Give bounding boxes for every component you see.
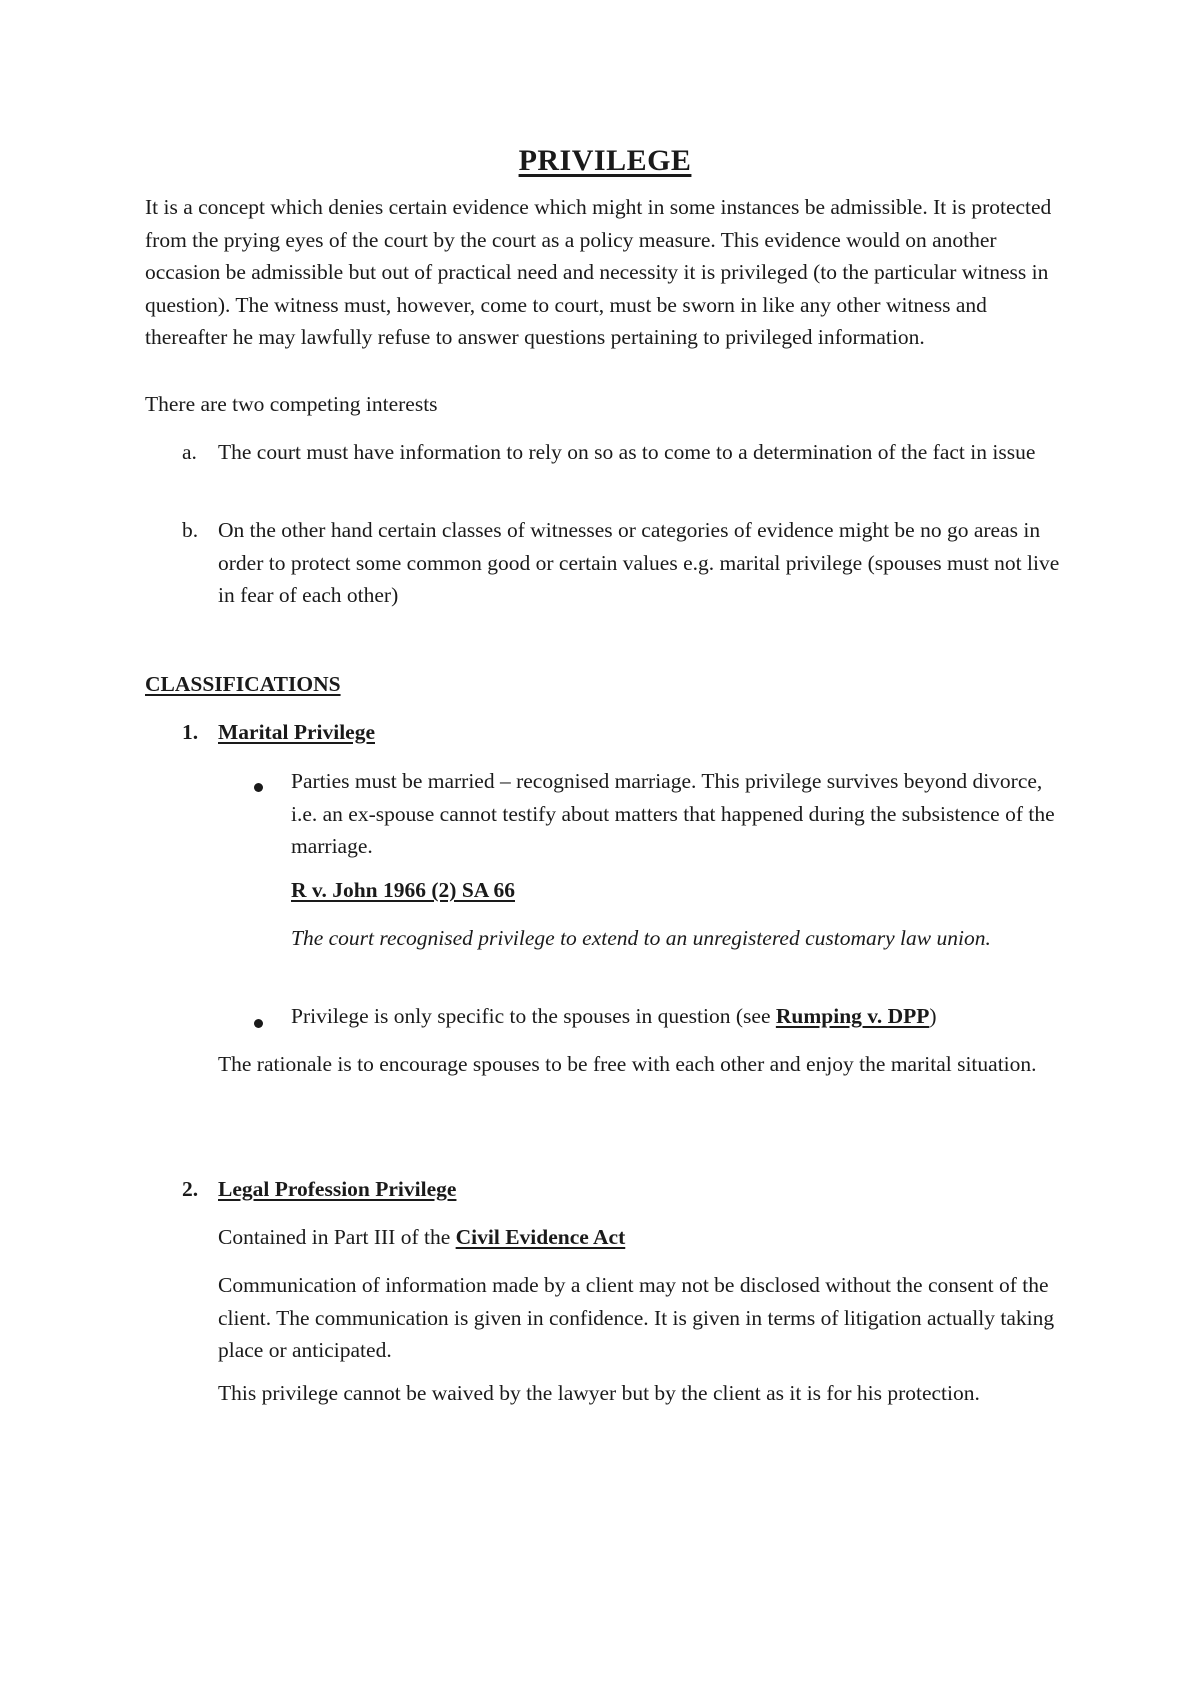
bullet-icon bbox=[254, 783, 263, 792]
bullet-icon bbox=[254, 1019, 263, 1028]
legal-paragraph-1: Communication of information made by a client may not be disclosed without the consent of the client. The communication is given in confidence. It is given in terms of litigation actually taking place or anticipated. bbox=[218, 1273, 1055, 1362]
bullet-2-prefix: Privilege is only specific to the spouses in question (see bbox=[291, 1004, 776, 1028]
marital-rationale: The rationale is to encourage spouses to be free with each other and enjoy the marital situation. bbox=[218, 1052, 1037, 1076]
rumping-case-citation: Rumping v. DPP bbox=[775, 1004, 930, 1028]
competing-interests-intro: There are two competing interests bbox=[145, 392, 438, 416]
list-item-b: On the other hand certain classes of witnesses or categories of evidence might be no go areas in order to protect some common good or certain values e.g. marital privilege (spouses must not live in fear of each other) bbox=[218, 518, 1060, 607]
legal-paragraph-2: This privilege cannot be waived by the lawyer but by the client as it is for his protection. bbox=[218, 1381, 980, 1405]
contained-prefix: Contained in Part III of the bbox=[218, 1225, 456, 1249]
bullet-2-suffix: ) bbox=[929, 1004, 937, 1028]
section-number-2: 2. bbox=[182, 1177, 199, 1201]
intro-paragraph: It is a concept which denies certain evidence which might in some instances be admissible. It is protected from the prying eyes of the court by the court as a policy measure. This evidence would on another occasion be admissible but out of practical need and necessity it is privileged (to the particular witness in question). The witness must, however, come to court, must be sworn in like any other witness and thereafter he may lawfully refuse to answer questions pertaining to privileged information. bbox=[145, 195, 1052, 349]
section-heading-legal-profession: Legal Profession Privilege bbox=[218, 1177, 457, 1201]
civil-evidence-act-citation: Civil Evidence Act bbox=[455, 1225, 626, 1249]
section-heading-marital: Marital Privilege bbox=[218, 720, 375, 744]
section-number-1: 1. bbox=[182, 720, 199, 744]
list-item-a: The court must have information to rely on so as to come to a determination of the fact in issue bbox=[218, 440, 1036, 464]
case-note: The court recognised privilege to extend to an unregistered customary law union. bbox=[291, 926, 991, 950]
list-marker-a: a. bbox=[182, 440, 197, 464]
marital-bullet-1: Parties must be married – recognised marriage. This privilege survives beyond divorce, i.e. an ex-spouse cannot testify about matters that happened during the subsistence of the marriage. bbox=[291, 769, 1055, 858]
page-title: PRIVILEGE bbox=[518, 144, 692, 177]
contained-in-statement bbox=[218, 1221, 1068, 1254]
classifications-heading: CLASSIFICATIONS bbox=[145, 672, 341, 696]
case-citation: R v. John 1966 (2) SA 66 bbox=[291, 878, 515, 902]
marital-bullet-2 bbox=[291, 1000, 1071, 1033]
list-marker-b: b. bbox=[182, 518, 199, 542]
